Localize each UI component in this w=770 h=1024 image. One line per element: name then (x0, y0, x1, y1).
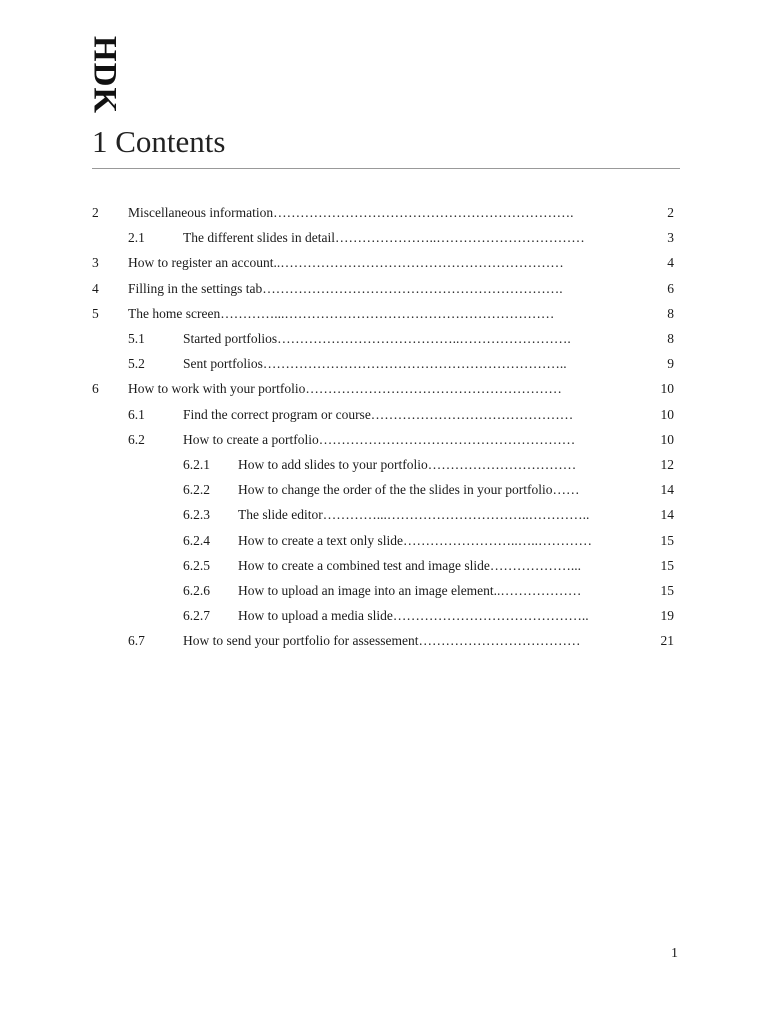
toc-entry[interactable] (0, 603, 770, 628)
toc-entry-page: 10 (660, 431, 674, 447)
toc-entry-number: 6.2.3 (183, 507, 210, 523)
toc-entry-page: 4 (667, 255, 674, 271)
toc-entry-title: How to change the order of the the slides in your portfolio…… (238, 482, 580, 498)
toc-entry[interactable] (0, 502, 770, 527)
toc-entry-title: How to work with your portfolio………………………………………………… (128, 381, 562, 397)
toc-entry-page: 15 (660, 557, 674, 573)
page-title: 1 Contents (92, 124, 226, 159)
toc-entry-title: How to create a combined test and image slide………………... (238, 557, 582, 573)
toc-entry-number: 6.1 (128, 406, 145, 422)
toc-entry[interactable] (0, 628, 770, 653)
toc-entry-page: 15 (660, 532, 674, 548)
title-divider (92, 168, 680, 169)
toc-entry-title: Miscellaneous information…………………………………………………………. (128, 205, 574, 220)
logo-text: HDK (86, 35, 123, 115)
toc-entry-title: The different slides in detail…………………..…………………………… (183, 230, 585, 246)
toc-entry-title: How to add slides to your portfolio…………………………… (238, 457, 577, 472)
toc-entry-number: 5 (92, 305, 99, 321)
toc-entry[interactable] (0, 578, 770, 603)
toc-entry-number: 2 (92, 205, 99, 220)
toc-entry-page: 10 (660, 406, 674, 422)
toc-entry-page: 14 (660, 482, 674, 498)
toc-entry[interactable] (0, 376, 770, 401)
toc-entry-number: 6.2.7 (183, 608, 210, 624)
page-number: 1 (671, 946, 678, 961)
toc-entry-page: 21 (660, 633, 674, 649)
hdk-logo (84, 35, 124, 115)
toc-entry-title: How to upload an image into an image element..……………… (238, 583, 582, 598)
toc-entry-number: 6.7 (128, 633, 145, 649)
toc-entry-title: How to upload a media slide…………………………………….. (238, 608, 589, 624)
toc-entry-title: Started portfolios…………………………………..……………………. (183, 331, 571, 346)
toc-entry-title: How to create a portfolio………………………………………………… (183, 431, 576, 447)
toc-entry[interactable] (0, 250, 770, 275)
toc-entry-title: Find the correct program or course……………………………………… (183, 406, 574, 422)
toc-entry-number: 6.2.2 (183, 482, 210, 498)
toc-entry-page: 12 (660, 457, 674, 472)
toc-entry-page: 9 (667, 356, 674, 372)
toc-entry-page: 3 (667, 230, 674, 246)
toc-entry-number: 6 (92, 381, 99, 397)
toc-entry[interactable] (0, 452, 770, 477)
toc-entry-title: How to register an account..……………………………………………………… (128, 255, 564, 271)
toc-entry-page: 14 (660, 507, 674, 523)
toc-entry-number: 4 (92, 280, 99, 296)
toc-entry-title: The slide editor…………...…………………………..………….. (238, 507, 590, 523)
toc-entry-number: 3 (92, 255, 99, 271)
toc-entry[interactable] (0, 528, 770, 553)
toc-entry[interactable] (0, 326, 770, 351)
toc-entry-title: How to send your portfolio for assessement……………………………… (183, 633, 581, 649)
toc-entry-number: 5.2 (128, 356, 145, 372)
toc-entry-number: 6.2.6 (183, 583, 210, 598)
toc-entry-number: 6.2.4 (183, 532, 210, 548)
toc-entry-page: 19 (660, 608, 674, 624)
toc-entry-page: 8 (667, 305, 674, 321)
toc-entry-number: 5.1 (128, 331, 145, 346)
toc-entry[interactable] (0, 225, 770, 250)
toc-entry[interactable] (0, 351, 770, 376)
toc-entry-page: 10 (660, 381, 674, 397)
toc-entry[interactable] (0, 301, 770, 326)
toc-entry[interactable] (0, 200, 770, 225)
toc-entry-number: 2.1 (128, 230, 145, 246)
toc-entry-page: 2 (667, 205, 674, 220)
toc-entry-title: Sent portfolios………………………………………………………….. (183, 356, 567, 372)
toc-entry[interactable] (0, 553, 770, 578)
toc-entry-title: Filling in the settings tab…………………………………………………………. (128, 280, 563, 296)
toc-entry[interactable] (0, 276, 770, 301)
toc-entry-title: How to create a text only slide……………………..…..………… (238, 532, 592, 548)
toc-entry-page: 15 (660, 583, 674, 598)
toc-entry[interactable] (0, 477, 770, 502)
toc-entry-number: 6.2 (128, 431, 145, 447)
toc-entry-title: The home screen…………...…………………………………………………… (128, 305, 555, 321)
toc-entry-page: 8 (667, 331, 674, 346)
toc-entry-number: 6.2.5 (183, 557, 210, 573)
toc-entry[interactable] (0, 427, 770, 452)
toc-entry[interactable] (0, 402, 770, 427)
toc-entry-number: 6.2.1 (183, 457, 210, 472)
toc-entry-page: 6 (667, 280, 674, 296)
